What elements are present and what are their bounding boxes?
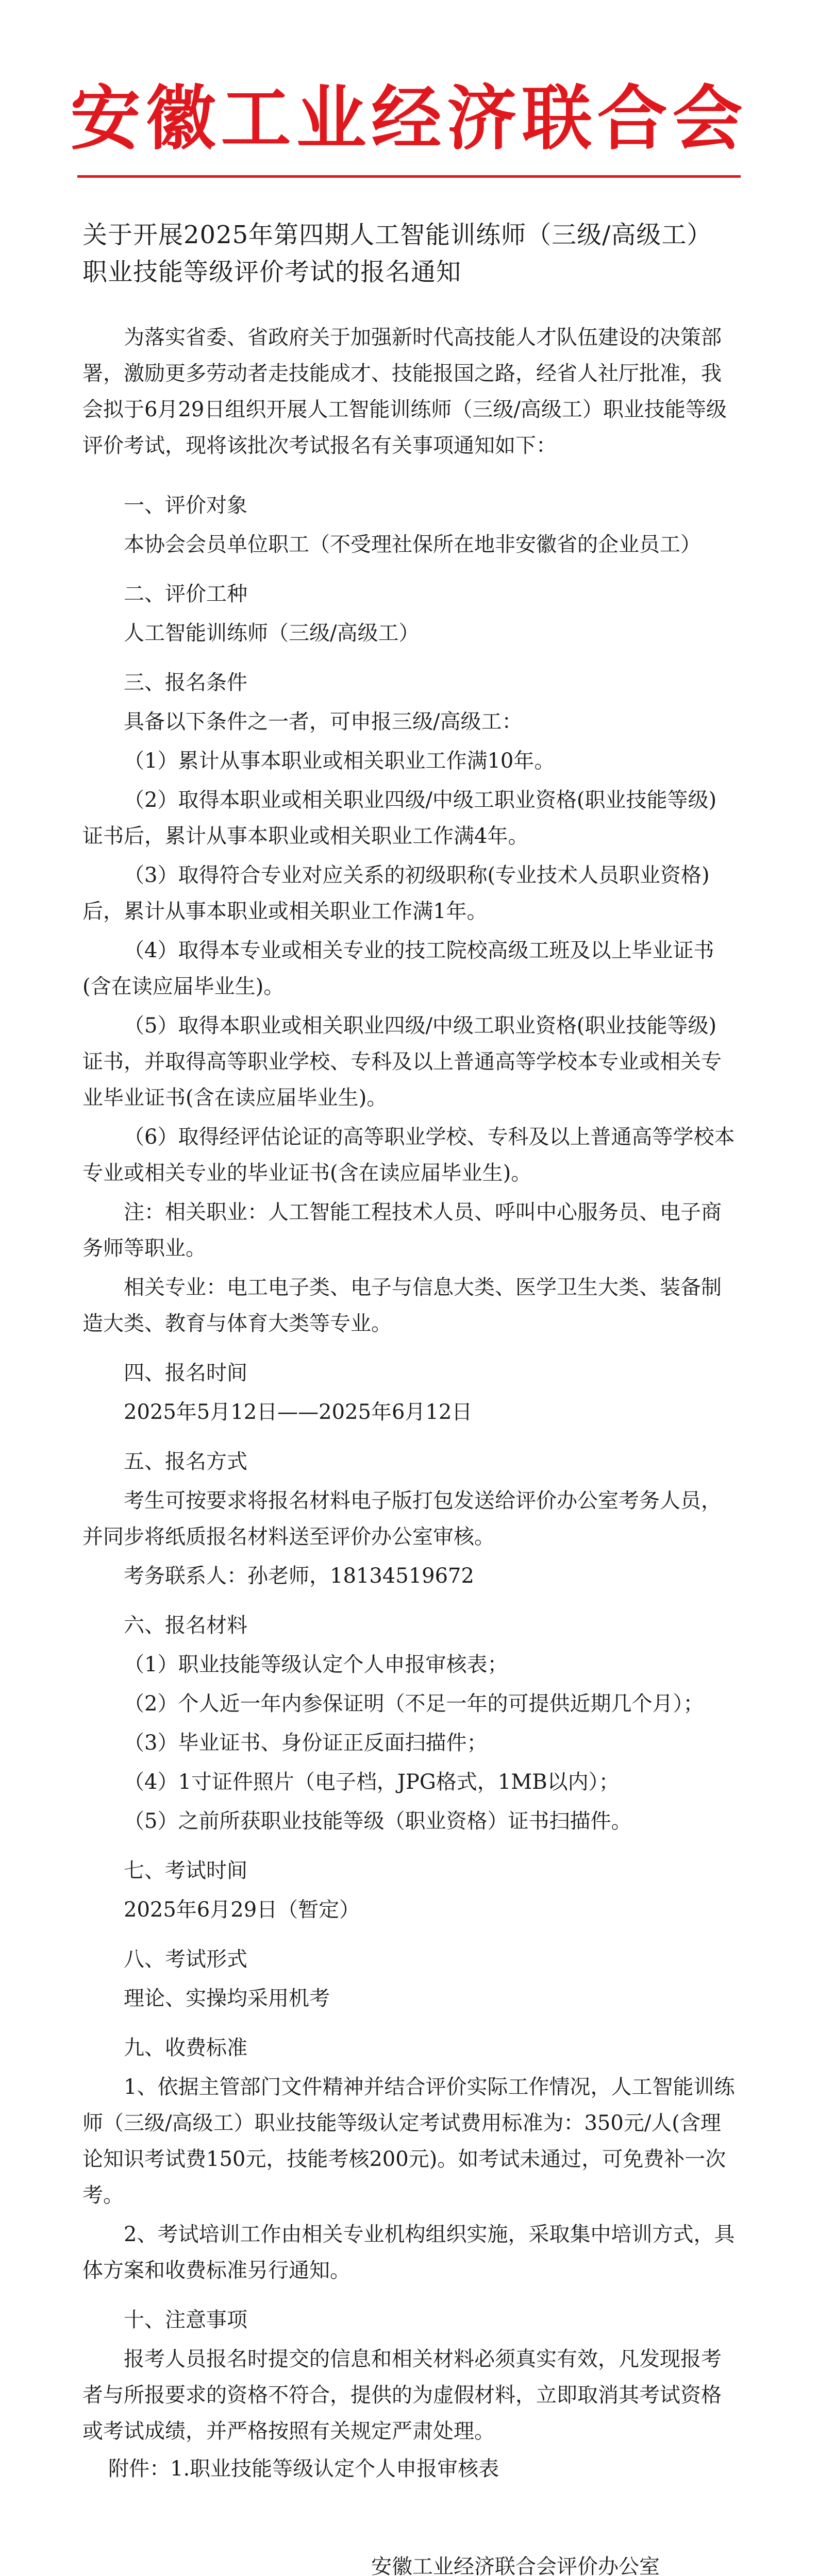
attachment-note: 附件：1.职业技能等级认定个人申报审核表 bbox=[108, 2457, 499, 2481]
body-paragraph: 1、依据主管部门文件精神并结合评价实际工作情况，人工智能训练师（三级/高级工）职业技能等级认定考试费用标准为：350元/人(含理论知识考试费150元，技能考核200元)。如考试未通过，可免费补一次考。 bbox=[82, 2075, 735, 2207]
section-heading: 六、报名材料 bbox=[124, 1614, 247, 1637]
section-heading: 八、考试形式 bbox=[124, 1947, 247, 1971]
body-paragraph: （3）毕业证书、身份证正反面扫描件； bbox=[124, 1731, 488, 1755]
body-paragraph: （5）取得本职业或相关职业四级/中级工职业资格(职业技能等级)证书，并取得高等职业学校、专科及以上普通高等学校本专业或相关专业毕业证书(含在读应届毕业生)。 bbox=[82, 1014, 722, 1110]
body-paragraph: 报考人员报名时提交的信息和相关材料必须真实有效，凡发现报考者与所报要求的资格不符合，提供的为虚假材料，立即取消其考试资格或考试成绩，并严格按照有关规定严肃处理。 bbox=[82, 2347, 722, 2443]
body-paragraph: （5）之前所获职业技能等级（职业资格）证书扫描件。 bbox=[124, 1809, 632, 1833]
body-paragraph: 具备以下条件之一者，可申报三级/高级工： bbox=[124, 710, 523, 734]
section-heading: 七、考试时间 bbox=[124, 1859, 247, 1883]
body-paragraph: 注：相关职业：人工智能工程技术人员、呼叫中心服务员、电子商务师等职业。 bbox=[82, 1200, 722, 1260]
section-heading: 三、报名条件 bbox=[124, 671, 247, 694]
red-rule bbox=[77, 175, 741, 178]
body-paragraph: 2、考试培训工作由相关专业机构组织实施，采取集中培训方式，具体方案和收费标准另行通知。 bbox=[82, 2223, 735, 2282]
section-heading: 二、评价工种 bbox=[124, 582, 247, 606]
body-paragraph: 考生可按要求将报名材料电子版打包发送给评价办公室考务人员，并同步将纸质报名材料送至评价办公室审核。 bbox=[82, 1489, 722, 1549]
section-heading: 一、评价对象 bbox=[124, 494, 247, 517]
body-paragraph: 考务联系人：孙老师，18134519672 bbox=[124, 1564, 474, 1588]
section-heading: 九、收费标准 bbox=[124, 2036, 247, 2060]
document-title: 关于开展2025年第四期人工智能训练师（三级/高级工）职业技能等级评价考试的报名通知 bbox=[82, 221, 712, 286]
body-paragraph: （2）取得本职业或相关职业四级/中级工职业资格(职业技能等级)证书后，累计从事本职业或相关职业工作满4年。 bbox=[82, 788, 717, 848]
body-paragraph: （2）个人近一年内参保证明（不足一年的可提供近期几个月）； bbox=[124, 1692, 704, 1716]
body-paragraph: 2025年5月12日——2025年6月12日 bbox=[124, 1400, 473, 1424]
body-paragraph: 相关专业：电工电子类、电子与信息大类、医学卫生大类、装备制造大类、教育与体育大类等专业。 bbox=[82, 1276, 722, 1335]
notice-body bbox=[82, 319, 736, 2452]
section-heading: 四、报名时间 bbox=[124, 1361, 247, 1385]
masthead: 安徽工业经济联合会 bbox=[70, 79, 748, 158]
body-paragraph: （6）取得经评估论证的高等职业学校、专科及以上普通高等学校本专业或相关专业的毕业证书(含在读应届毕业生)。 bbox=[82, 1125, 735, 1185]
body-paragraph: （3）取得符合专业对应关系的初级职称(专业技术人员职业资格)后，累计从事本职业或相关职业工作满1年。 bbox=[82, 863, 710, 923]
body-paragraph: 为落实省委、省政府关于加强新时代高技能人才队伍建设的决策部署，激励更多劳动者走技能成才、技能报国之路，经省人社厅批准，我会拟于6月29日组织开展人工智能训练师（三级/高级工）职业技能等级评价考试，现将该批次考试报名有关事项通知如下： bbox=[82, 326, 727, 457]
body-paragraph: （1）职业技能等级认定个人申报审核表； bbox=[124, 1653, 508, 1676]
body-paragraph: （1）累计从事本职业或相关职业工作满10年。 bbox=[124, 749, 555, 773]
section-heading: 十、注意事项 bbox=[124, 2308, 247, 2332]
signature-org: 安徽工业经济联合会评价办公室 bbox=[371, 2555, 660, 2576]
body-paragraph: 本协会会员单位职工（不受理社保所在地非安徽省的企业员工） bbox=[124, 533, 701, 556]
section-heading: 五、报名方式 bbox=[124, 1450, 247, 1473]
body-paragraph: （4）1寸证件照片（电子档，JPG格式，1MB以内）； bbox=[124, 1770, 620, 1794]
body-paragraph: （4）取得本专业或相关专业的技工院校高级工班及以上毕业证书(含在读应届毕业生)。 bbox=[82, 939, 714, 998]
body-paragraph: 人工智能训练师（三级/高级工） bbox=[124, 621, 420, 645]
body-paragraph: 2025年6月29日（暂定） bbox=[124, 1898, 360, 1922]
body-paragraph: 理论、实操均采用机考 bbox=[124, 1987, 330, 2010]
